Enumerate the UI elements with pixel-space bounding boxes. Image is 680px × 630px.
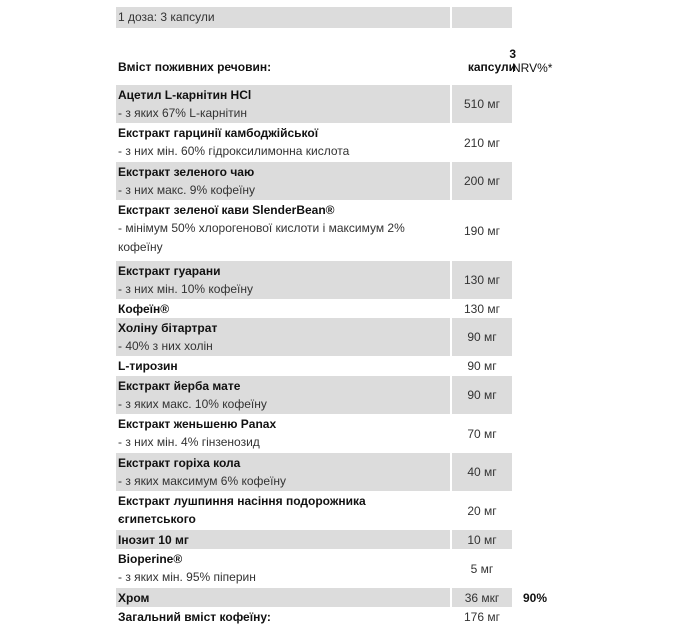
table-row [116, 588, 556, 607]
amount-cell: 200 мг [452, 162, 512, 200]
amount-cell: 176 мг [464, 609, 500, 624]
ingredient-cell [116, 607, 450, 626]
ingredient-cell [116, 453, 450, 491]
amount-cell: 130 мг [452, 261, 512, 299]
ingredient-name: Ацетил L-карнітин HCl [118, 88, 252, 102]
header-row [116, 28, 556, 85]
nrv-cell [514, 85, 556, 123]
ingredient-name: Хром [118, 591, 150, 605]
table-row [116, 530, 556, 549]
table-row [116, 162, 556, 200]
ingredient-cell [116, 530, 450, 549]
ingredient-name: Кофеїн® [118, 302, 170, 316]
ingredient-cell [116, 200, 450, 261]
nutrients-heading: Вміст поживних речовин: [118, 60, 272, 74]
ingredient-name: Екстракт лушпиння насіння подорожника [118, 494, 366, 508]
ingredient-name: Bioperine® [118, 552, 183, 566]
table-row [116, 261, 556, 299]
ingredient-detail: - 40% з них холін [118, 339, 213, 353]
nutrition-table [116, 7, 556, 626]
ingredient-detail: - з них мін. 4% гінзенозид [118, 435, 260, 449]
dose-cell [116, 7, 450, 28]
ingredient-cell [116, 491, 450, 530]
ingredient-name: Екстракт горіха кола [118, 456, 241, 470]
table-row [116, 453, 556, 491]
ingredient-name: Екстракт зеленої кави SlenderBean® [118, 203, 335, 217]
nrv-cell [514, 261, 556, 299]
amount-cell: 210 мг [464, 135, 500, 150]
ingredient-detail: - мінімум 50% хлорогенової кислоти і максимум 2% [118, 221, 405, 235]
dose-spacer [452, 7, 512, 28]
ingredient-detail: - з них мін. 10% кофеїну [118, 282, 253, 296]
amount-cell: 70 мг [467, 426, 497, 441]
ingredient-detail: єгипетського [118, 512, 196, 526]
capsules-column-header [444, 48, 516, 74]
amount-cell: 40 мг [452, 453, 512, 491]
amount-cell: 10 мг [452, 530, 512, 549]
amount-cell: 190 мг [464, 223, 500, 238]
amount-cell: 20 мг [467, 503, 497, 518]
nrv-cell [514, 491, 556, 530]
ingredient-cell [116, 356, 450, 376]
ingredient-name: Інозит 10 мг [118, 533, 189, 547]
ingredient-cell [116, 318, 450, 356]
ingredient-detail: - з них макс. 9% кофеїну [118, 183, 256, 197]
table-row [116, 123, 556, 162]
dose-row [116, 7, 556, 28]
ingredient-cell [116, 549, 450, 588]
nrv-cell [514, 607, 556, 626]
nrv-cell [514, 549, 556, 588]
nrv-cell [514, 200, 556, 261]
ingredient-name: Загальний вміст кофеїну: [118, 610, 271, 624]
ingredient-name: Екстракт йерба мате [118, 379, 241, 393]
nrv-cell [514, 530, 556, 549]
ingredient-detail: - з яких макс. 10% кофеїну [118, 397, 267, 411]
amount-cell: 90 мг [452, 376, 512, 414]
ingredient-name: Екстракт гуарани [118, 264, 221, 278]
ingredient-name: Холіну бітартрат [118, 321, 218, 335]
ingredient-cell [116, 376, 450, 414]
capsules-word: капсули [467, 60, 516, 74]
amount-cell: 36 мкг [452, 588, 512, 607]
dose-label: 1 доза: 3 капсули [118, 10, 215, 24]
amount-cell: 90 мг [467, 359, 497, 373]
ingredient-detail: - з яких мін. 95% піперин [118, 570, 256, 584]
nrv-cell [514, 299, 556, 318]
table-row [116, 200, 556, 261]
table-row [116, 607, 556, 626]
ingredient-cell [116, 85, 450, 123]
ingredient-cell [116, 162, 450, 200]
nrv-cell [514, 318, 556, 356]
ingredient-name: Екстракт зеленого чаю [118, 165, 255, 179]
ingredient-name: Екстракт женьшеню Panax [118, 417, 277, 431]
nrv-column-header: NRV%* [512, 61, 553, 75]
nrv-cell [514, 414, 556, 453]
ingredient-cell [116, 261, 450, 299]
nrv-cell [514, 356, 556, 376]
table-row [116, 549, 556, 588]
ingredient-detail: - з яких максимум 6% кофеїну [118, 474, 287, 488]
ingredient-name: L-тирозин [118, 359, 178, 373]
amount-cell: 510 мг [452, 85, 512, 123]
ingredient-name: Екстракт гарцинії камбоджійської [118, 126, 319, 140]
nrv-cell [514, 123, 556, 162]
table-row [116, 85, 556, 123]
nrv-cell [514, 376, 556, 414]
ingredient-rows [116, 85, 556, 626]
table-row [116, 414, 556, 453]
table-row [116, 376, 556, 414]
table-row [116, 356, 556, 376]
nrv-cell [514, 162, 556, 200]
ingredient-detail: - з них мін. 60% гідроксилимонна кислота [118, 144, 350, 158]
ingredient-detail: - з яких 67% L-карнітин [118, 106, 247, 120]
ingredient-cell [116, 414, 450, 453]
table-row [116, 299, 556, 318]
capsules-count: 3 [509, 47, 516, 61]
ingredient-cell [116, 123, 450, 162]
table-row [116, 318, 556, 356]
amount-cell: 5 мг [470, 561, 494, 576]
table-row [116, 491, 556, 530]
nrv-cell: 90% [522, 590, 548, 605]
nrv-cell [514, 453, 556, 491]
amount-cell: 130 мг [464, 301, 500, 316]
ingredient-cell [116, 588, 450, 607]
ingredient-cell [116, 299, 450, 318]
ingredient-detail: кофеїну [118, 240, 163, 254]
amount-cell: 90 мг [452, 318, 512, 356]
